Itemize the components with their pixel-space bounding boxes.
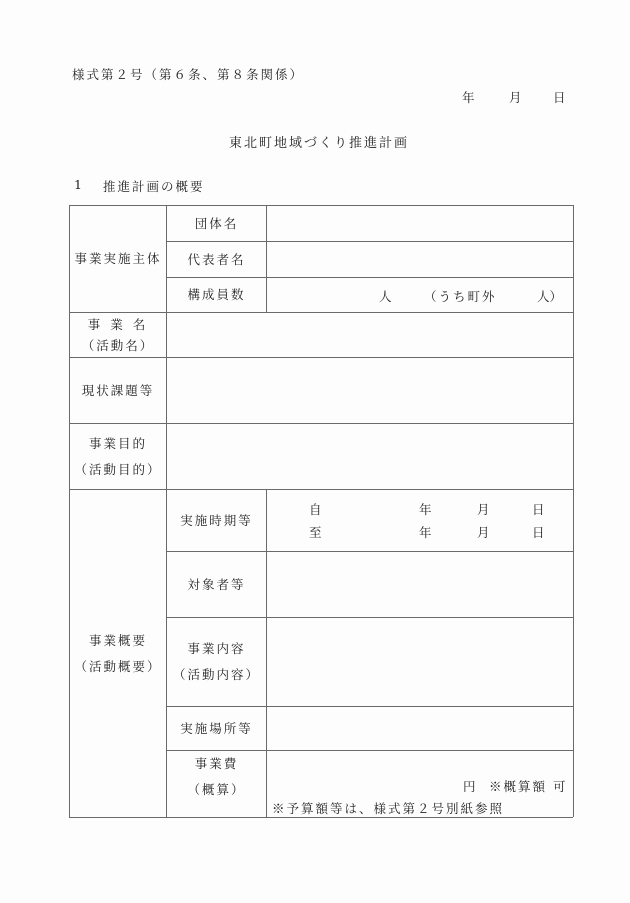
period-from-label: 自 bbox=[309, 502, 322, 517]
location-field[interactable] bbox=[267, 707, 573, 750]
period-label bbox=[167, 490, 266, 551]
cost-budget-note: ※予算額等は、様式第２号別紙参照 bbox=[272, 801, 505, 816]
period-field[interactable] bbox=[267, 490, 573, 551]
overview-label-line1: 事業概要 bbox=[88, 632, 147, 648]
group-name-field[interactable] bbox=[267, 206, 573, 241]
content-field[interactable] bbox=[267, 618, 573, 706]
cost-label bbox=[167, 751, 266, 803]
representative-label bbox=[167, 242, 266, 277]
target-field[interactable] bbox=[267, 552, 573, 617]
document-title: 東北町地域づくり推進計画 bbox=[229, 136, 410, 151]
cost-label-line2: （概算） bbox=[187, 782, 246, 797]
form-number: 様式第２号（第６条、第８条関係） bbox=[72, 67, 305, 82]
entity-label-text: 事業実施主体 bbox=[74, 251, 162, 266]
date-day-label: 日 bbox=[553, 90, 566, 105]
content-label-line2: （活動内容） bbox=[172, 667, 260, 682]
member-count-label bbox=[167, 278, 266, 312]
period-to-day: 日 bbox=[532, 525, 545, 540]
content-label-line1: 事業内容 bbox=[187, 641, 246, 656]
member-count-field[interactable] bbox=[267, 278, 573, 312]
target-label-text: 対象者等 bbox=[187, 576, 246, 592]
period-to-month: 月 bbox=[477, 525, 490, 540]
current-issues-label-text: 現状課題等 bbox=[81, 382, 155, 398]
purpose-label-line1: 事業目的 bbox=[88, 435, 147, 451]
table-border-right bbox=[573, 205, 574, 817]
overview-label bbox=[70, 490, 166, 817]
current-issues-field[interactable] bbox=[167, 358, 573, 423]
location-label bbox=[167, 707, 266, 750]
period-from-year: 年 bbox=[419, 502, 432, 517]
period-from-day: 日 bbox=[532, 502, 545, 517]
project-name-field[interactable] bbox=[167, 313, 573, 357]
content-label bbox=[167, 618, 266, 706]
date-month-label: 月 bbox=[509, 90, 522, 105]
purpose-field[interactable] bbox=[167, 424, 573, 489]
group-name-label-text: 団体名 bbox=[194, 215, 239, 231]
member-outside-prefix: （うち町外 bbox=[424, 289, 497, 304]
date-year-label: 年 bbox=[462, 90, 475, 105]
project-name-label bbox=[70, 313, 166, 357]
cost-unit: 円 bbox=[463, 779, 476, 794]
member-unit: 人 bbox=[379, 289, 392, 304]
project-name-label-line2: （活動名） bbox=[81, 338, 155, 353]
section-heading: 推進計画の概要 bbox=[103, 179, 205, 194]
cost-label-line1: 事業費 bbox=[194, 756, 239, 771]
period-to-label: 至 bbox=[309, 525, 322, 540]
member-outside-suffix: 人） bbox=[537, 289, 563, 304]
period-to-year: 年 bbox=[419, 525, 432, 540]
table-border-bottom bbox=[69, 817, 573, 818]
overview-label-line2: （活動概要） bbox=[74, 658, 162, 674]
period-from-month: 月 bbox=[477, 502, 490, 517]
group-name-label bbox=[167, 206, 266, 241]
period-label-text: 実施時期等 bbox=[180, 512, 253, 528]
representative-label-text: 代表者名 bbox=[187, 251, 246, 267]
project-name-label-line1: 事 業 名 bbox=[87, 317, 149, 332]
section-number: 1 bbox=[74, 177, 82, 192]
entity-label bbox=[70, 206, 166, 312]
target-label bbox=[167, 552, 266, 617]
location-label-text: 実施場所等 bbox=[180, 720, 253, 736]
cost-approx-note: ※概算額 可 bbox=[489, 779, 568, 794]
representative-field[interactable] bbox=[267, 242, 573, 277]
member-count-label-text: 構成員数 bbox=[187, 287, 246, 302]
current-issues-label bbox=[70, 358, 166, 423]
purpose-label bbox=[70, 424, 166, 489]
cost-field[interactable] bbox=[267, 751, 573, 817]
purpose-label-line2: （活動目的） bbox=[74, 461, 162, 477]
